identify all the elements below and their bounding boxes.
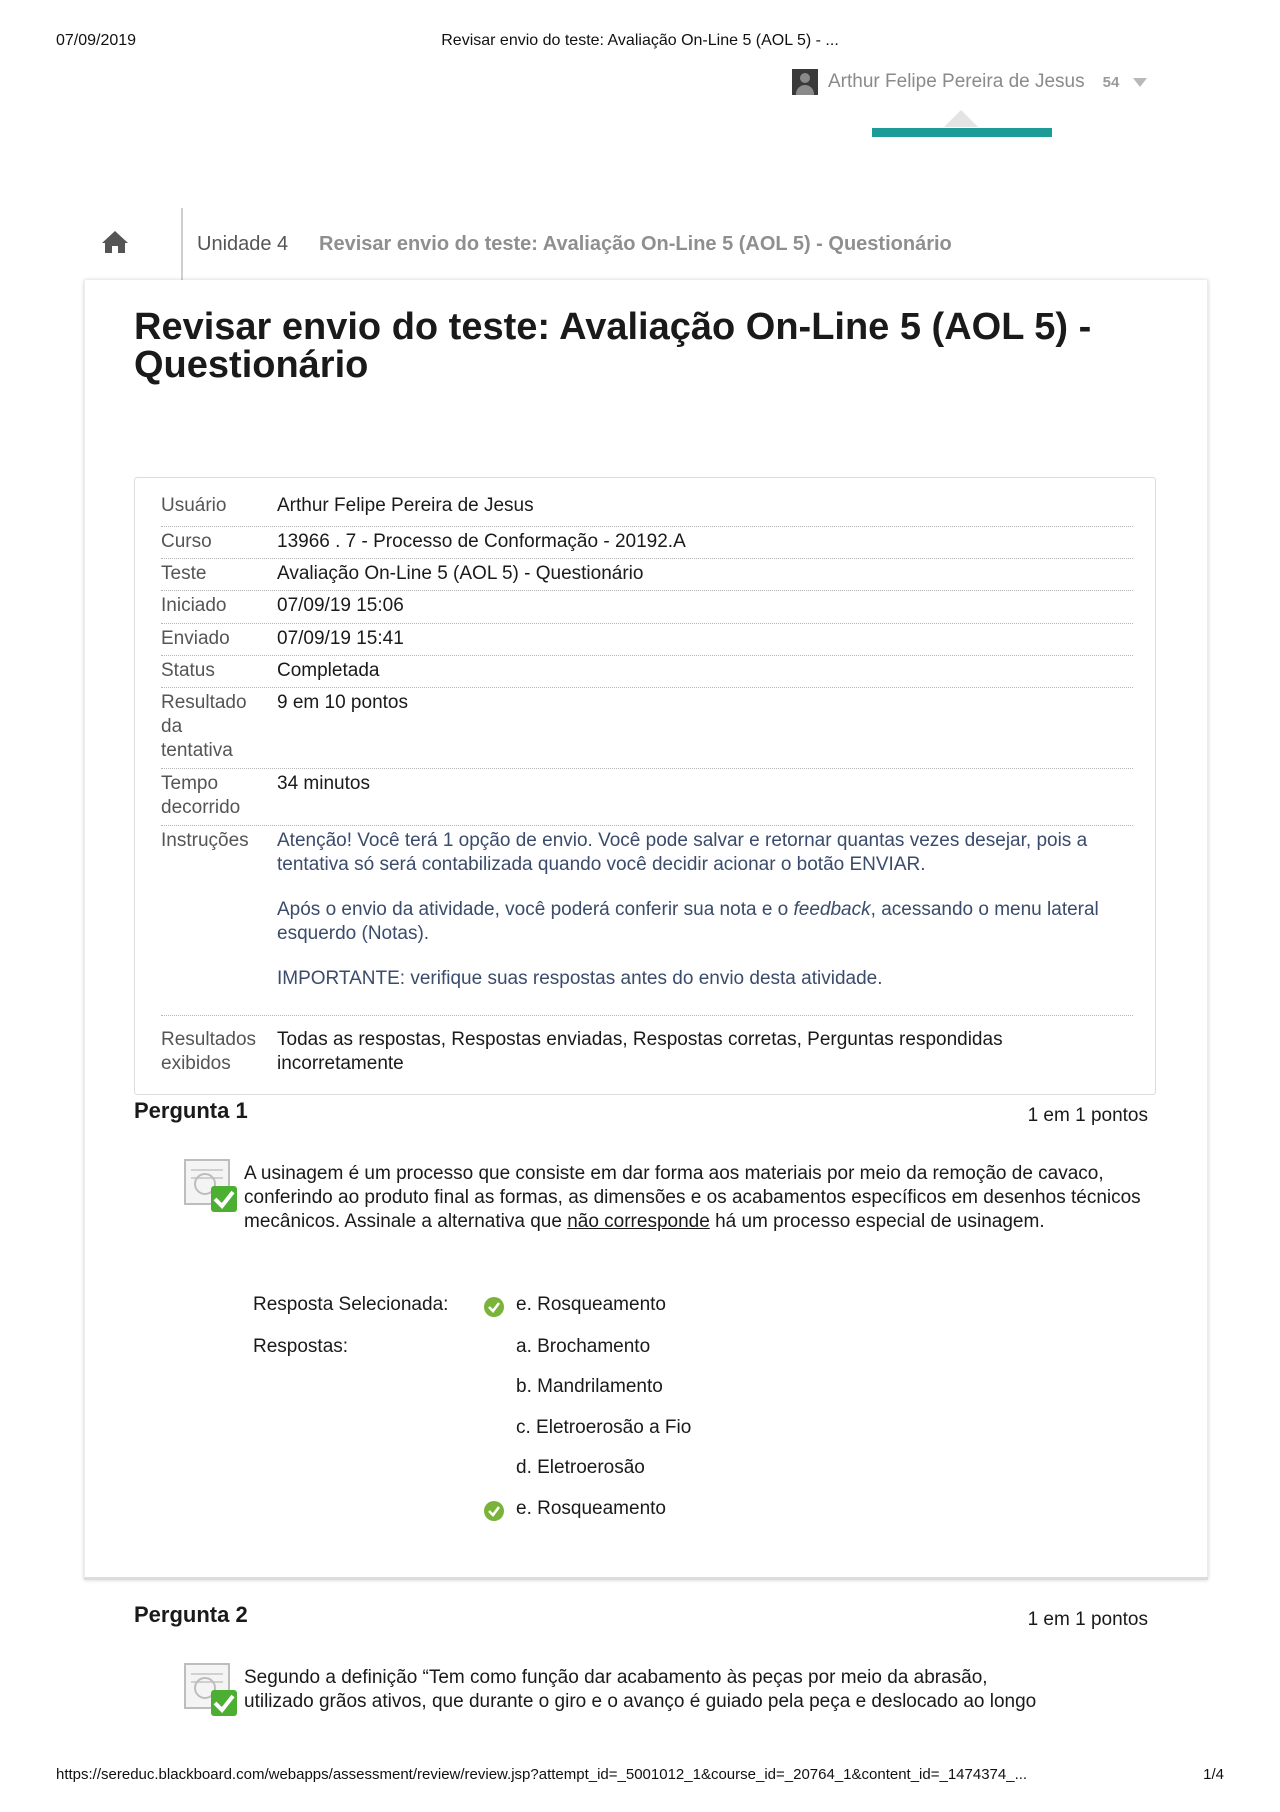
info-value: 9 em 10 pontos	[277, 692, 408, 713]
info-label: Iniciado	[161, 595, 227, 616]
info-label: Resultados exibidos	[161, 1029, 257, 1074]
info-row-iniciado	[161, 591, 1133, 624]
correct-question-icon	[183, 1662, 239, 1718]
answer-option: b. Mandrilamento	[516, 1376, 663, 1397]
user-name[interactable]: Arthur Felipe Pereira de Jesus	[828, 71, 1085, 92]
selected-answer-label: Resposta Selecionada:	[253, 1294, 449, 1315]
info-label: Teste	[161, 563, 207, 584]
answer-option: a. Brochamento	[516, 1336, 651, 1357]
question-text: A usinagem é um processo que consiste em dar forma aos materiais por meio da remoção de cavaco, conferindo ao produto final as formas, as dimensões e os acabamentos específicos em desenhos técnicos mecânicos. Assinale a alternativa que não corresponde há um processo especial de usinagem.	[244, 1163, 1141, 1232]
info-value: Avaliação On-Line 5 (AOL 5) - Questionário	[277, 563, 644, 584]
attempt-info-table	[134, 477, 1156, 1095]
check-circle-icon	[483, 1500, 505, 1522]
answer-option: d. Eletroerosão	[516, 1457, 645, 1478]
info-value: 13966 . 7 - Processo de Conformação - 20192.A	[277, 531, 686, 552]
info-label: Instruções	[161, 830, 249, 851]
info-row-tempo	[161, 769, 1133, 826]
info-value: 07/09/19 15:06	[277, 595, 404, 616]
instructions-paragraph: Após o envio da atividade, você poderá conferir sua nota e o feedback, acessando o menu lateral esquerdo (Notas).	[277, 899, 1099, 944]
question-separator	[84, 1577, 1208, 1580]
avatar	[792, 69, 818, 95]
question-points: 1 em 1 pontos	[1027, 1105, 1148, 1126]
question-points: 1 em 1 pontos	[1027, 1609, 1148, 1630]
home-icon[interactable]	[102, 230, 128, 254]
info-value: Completada	[277, 660, 380, 681]
breadcrumb-current: Revisar envio do teste: Avaliação On-Line 5 (AOL 5) - Questionário	[319, 233, 952, 255]
info-row-status	[161, 656, 1133, 688]
info-row-resultado	[161, 688, 1133, 769]
info-row-resultados	[161, 1016, 1133, 1080]
menu-caret	[944, 110, 978, 127]
answers-label: Respostas:	[253, 1336, 349, 1357]
instructions-text	[277, 829, 1127, 1012]
print-title: Revisar envio do teste: Avaliação On-Line 5 (AOL 5) - ...	[441, 32, 839, 49]
info-label: Tempo decorrido	[161, 773, 241, 818]
info-row-instrucoes	[161, 826, 1133, 1016]
menu-accent-bar	[872, 128, 1052, 137]
info-label: Status	[161, 660, 215, 681]
info-label: Resultado da tentativa	[161, 692, 247, 761]
print-url: https://sereduc.blackboard.com/webapps/assessment/review/review.jsp?attempt_id=_5001012_1&course_id=_20764_1&content_id=_1474374_...	[56, 1766, 1028, 1783]
correct-question-icon	[183, 1158, 239, 1214]
info-row-curso	[161, 527, 1133, 559]
info-label: Usuário	[161, 495, 227, 516]
chevron-down-icon[interactable]	[1133, 78, 1147, 87]
instructions-paragraph: IMPORTANTE: verifique suas respostas antes do envio desta atividade.	[277, 968, 883, 989]
info-value: 34 minutos	[277, 773, 370, 794]
breadcrumb-divider	[181, 208, 183, 280]
user-menu[interactable]	[792, 68, 1147, 96]
breadcrumb-unidade[interactable]: Unidade 4	[197, 233, 289, 255]
page-title: Revisar envio do teste: Avaliação On-Line 5 (AOL 5) - Questionário	[134, 306, 1092, 386]
print-date: 07/09/2019	[56, 32, 137, 49]
answer-option: c. Eletroerosão a Fio	[516, 1417, 692, 1438]
answer-option-correct: e. Rosqueamento	[516, 1498, 666, 1519]
info-label: Curso	[161, 531, 212, 552]
instructions-paragraph: Atenção! Você terá 1 opção de envio. Você pode salvar e retornar quantas vezes desejar, pois a tentativa só será contabilizada quando você decidir acionar o botão ENVIAR.	[277, 830, 1088, 875]
question-title: Pergunta 1	[134, 1098, 248, 1123]
question-title: Pergunta 2	[134, 1602, 248, 1627]
notification-count: 54	[1102, 73, 1120, 91]
info-value: 07/09/19 15:41	[277, 628, 404, 649]
info-row-teste	[161, 559, 1133, 591]
info-value: Arthur Felipe Pereira de Jesus	[277, 495, 534, 516]
info-label: Enviado	[161, 628, 230, 649]
selected-answer: e. Rosqueamento	[516, 1294, 666, 1315]
question-text: Segundo a definição “Tem como função dar acabamento às peças por meio da abrasão, utilizado grãos ativos, que durante o giro e o avanço é guiado pela peça e deslocado ao longo	[244, 1667, 1037, 1712]
print-page-number: 1/4	[1203, 1766, 1224, 1783]
info-row-enviado	[161, 624, 1133, 656]
info-row-usuario	[161, 494, 1133, 527]
info-value: Todas as respostas, Respostas enviadas, Respostas corretas, Perguntas respondidas incorretamente	[277, 1029, 1003, 1074]
check-circle-icon	[483, 1296, 505, 1318]
